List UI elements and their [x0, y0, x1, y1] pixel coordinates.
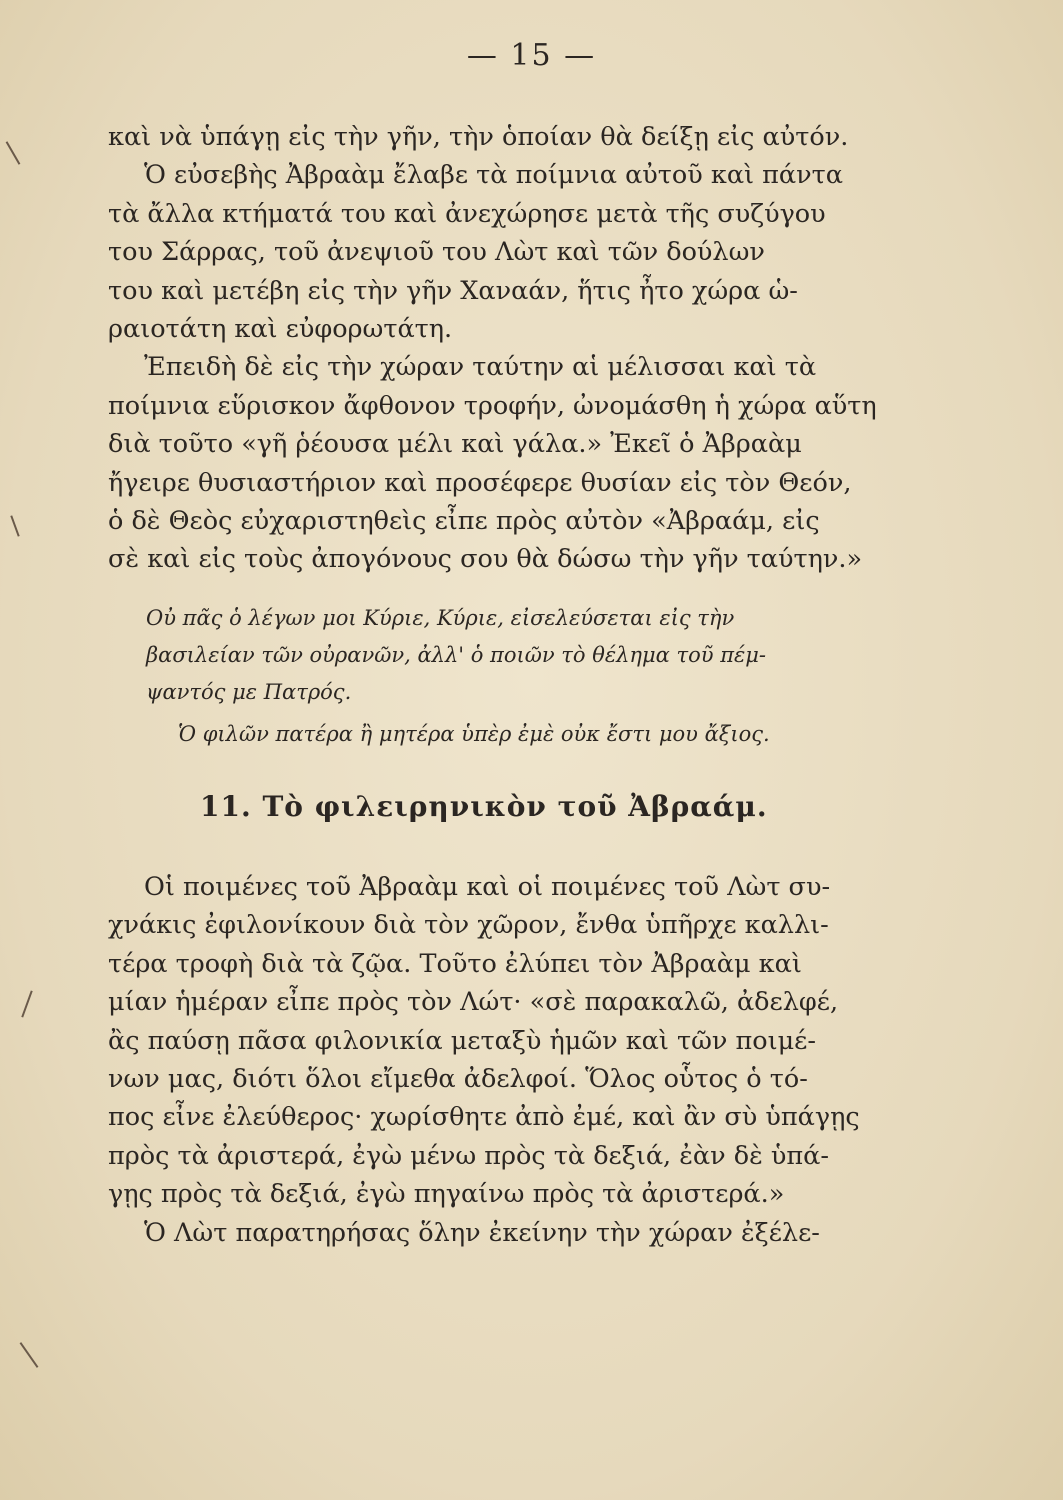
text-line: διὰ τοῦτο «γῆ ῥέουσα μέλι καὶ γάλα.» Ἐκεῖ ὁ Ἀβραὰμ [108, 429, 802, 460]
quote-line: βασιλείαν τῶν οὐρανῶν, ἀλλ' ὁ ποιῶν τὸ θέλημα τοῦ πέμ- [146, 643, 767, 667]
margin-mark [20, 1342, 39, 1368]
text-line: πρὸς τὰ ἀριστερά, ἐγὼ μένω πρὸς τὰ δεξιά, ἐὰν δὲ ὑπά- [108, 1140, 829, 1171]
text-line: νων μας, διότι ὅλοι εἴμεθα ἀδελφοί. Ὅλος οὗτος ὁ τό- [108, 1064, 808, 1095]
text-line: Ἐπειδὴ δὲ εἰς τὴν χώραν ταύτην αἱ μέλισσαι καὶ τὰ [144, 352, 817, 383]
paragraph-1 [108, 118, 914, 579]
text-line: χνάκις ἐφιλονίκουν διὰ τὸν χῶρον, ἔνθα ὑπῆρχε καλλι- [108, 910, 829, 941]
text-line: καὶ νὰ ὑπάγῃ εἰς τὴν γῆν, τὴν ὁποίαν θὰ δείξῃ εἰς αὐτόν. [108, 122, 849, 152]
text-line: πος εἶνε ἐλεύθερος· χωρίσθητε ἀπὸ ἐμέ, καὶ ἂν σὺ ὑπάγῃς [108, 1102, 860, 1133]
margin-mark [21, 991, 32, 1018]
text-line: γῃς πρὸς τὰ δεξιά, ἐγὼ πηγαίνω πρὸς τὰ ἀριστερά.» [108, 1179, 785, 1210]
text-line: τὰ ἄλλα κτήματά του καὶ ἀνεχώρησε μετὰ τῆς συζύγου [108, 198, 826, 229]
text-line: του καὶ μετέβη εἰς τὴν γῆν Χαναάν, ἥτις ἦτο χώρα ὡ- [108, 275, 798, 306]
text-line: ὁ δὲ Θεὸς εὐχαριστηθεὶς εἶπε πρὸς αὐτὸν «Ἀβραάμ, εἰς [108, 506, 820, 537]
text-line: τέρα τροφὴ διὰ τὰ ζῷα. Τοῦτο ἐλύπει τὸν Ἀβραὰμ καὶ [108, 948, 802, 979]
quote-line: ψαντός με Πατρός. [146, 680, 352, 704]
paragraph-2 [108, 868, 914, 1252]
text-line: μίαν ἡμέραν εἶπε πρὸς τὸν Λώτ· «σὲ παρακαλῶ, ἀδελφέ, [108, 987, 839, 1018]
quote-line: Οὐ πᾶς ὁ λέγων μοι Κύριε, Κύριε, εἰσελεύσεται εἰς τὴν [146, 606, 735, 630]
margin-mark [10, 515, 19, 536]
text-line: Οἱ ποιμένες τοῦ Ἀβραὰμ καὶ οἱ ποιμένες τοῦ Λὼτ συ- [144, 872, 831, 902]
text-line: ἂς παύσῃ πᾶσα φιλονικία μεταξὺ ἡμῶν καὶ τῶν ποιμέ- [108, 1025, 817, 1056]
text-line: σὲ καὶ εἰς τοὺς ἀπογόνους σου θὰ δώσω τὴν γῆν ταύτην.» [108, 544, 863, 575]
text-line: Ὁ εὐσεβὴς Ἀβραὰμ ἔλαβε τὰ ποίμνια αὐτοῦ καὶ πάντα [144, 160, 843, 191]
section-heading: 11. Τὸ φιλειρηνικὸν τοῦ Ἀβραάμ. [200, 790, 768, 823]
page-number: — 15 — [466, 38, 597, 73]
text-line: του Σάρρας, τοῦ ἀνεψιοῦ του Λὼτ καὶ τῶν δούλων [108, 237, 765, 268]
text-line: ἤγειρε θυσιαστήριον καὶ προσέφερε θυσίαν εἰς τὸν Θεόν, [108, 467, 852, 498]
text-line: ποίμνια εὕρισκον ἄφθονον τροφήν, ὠνομάσθη ἡ χώρα αὕτη [108, 390, 877, 421]
text-line: ραιοτάτη καὶ εὐφορωτάτη. [108, 314, 453, 345]
text-line: Ὁ Λὼτ παρατηρήσας ὅλην ἐκείνην τὴν χώραν ἐξέλε- [144, 1217, 820, 1248]
scripture-quote-2: Ὁ φιλῶν πατέρα ἢ μητέρα ὑπὲρ ἐμὲ οὐκ ἔστι μου ἄξιος. [178, 722, 770, 746]
margin-mark [6, 141, 21, 165]
scripture-quote [146, 600, 916, 711]
